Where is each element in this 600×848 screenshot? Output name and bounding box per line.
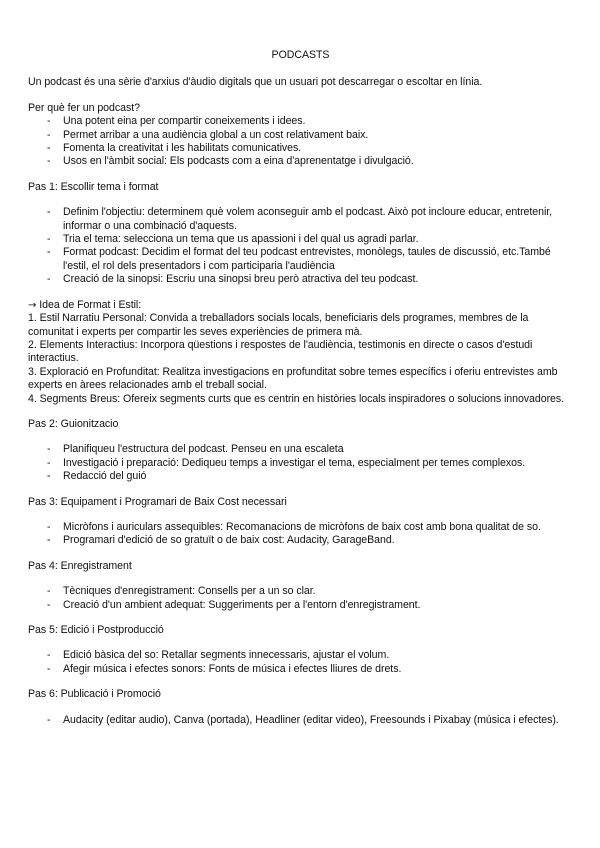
step6-heading: Pas 6: Publicació i Promoció [28, 688, 161, 701]
list-item: - Creació de la sinopsi: Escriu una sinopsi breu però atractiva del teu podcast. [28, 273, 573, 286]
step3-heading: Pas 3: Equipament i Programari de Baix Cost necessari [28, 495, 287, 508]
ideas-heading [28, 299, 573, 312]
step2-heading: Pas 2: Guionitzacio [28, 417, 119, 430]
idea-item: 1. Estil Narratiu Personal: Convida a treballadors socials locals, beneficiaris dels programes, membres de la comunitat i experts per compartir les seves experiències de primera mà. [28, 312, 529, 338]
arrow-right-icon: → [28, 299, 37, 311]
list-item: - Una potent eina per compartir coneixements i idees. [28, 115, 573, 128]
step3-list [28, 521, 573, 548]
step2-list [28, 443, 573, 483]
idea-item: 3. Exploració en Profunditat: Realitza investigacions en profunditat sobre temes específics i oferiu entrevistes amb experts en àrees relacionades amb el treball social. [28, 365, 558, 392]
list-item: - Redacció del guió [28, 470, 573, 483]
list-item: - Afegir música i efectes sonors: Fonts de música i efectes lliures de drets. [28, 663, 573, 676]
list-item: - Fomenta la creativitat i les habilitats comunicatives. [28, 142, 573, 155]
list-item: - Programari d'edició de so gratuït o de baix cost: Audacity, GarageBand. [28, 534, 573, 547]
list-item: - Tècniques d'enregistrament: Consells per a un so clar. [28, 585, 573, 598]
why-heading: Per què fer un podcast? [28, 101, 140, 114]
why-list [28, 115, 573, 169]
idea-item: 4. Segments Breus: Ofereix segments curts que es centrin en històries locals inspiradores o solucions innovadores. [28, 392, 565, 405]
list-item: - Usos en l'àmbit social: Els podcasts com a eina d'aprenentatge i divulgació. [28, 155, 573, 168]
step1-list [28, 206, 573, 286]
list-item: - Permet arribar a una audiència global a un cost relativament baix. [28, 129, 573, 142]
document-title: PODCASTS [271, 49, 330, 61]
list-item: - Audacity (editar audio), Canva (portada), Headliner (editar video), Freesounds i Pixabay (música i efectes). [28, 714, 573, 727]
ideas-heading-text: Idea de Format i Estil: [36, 298, 142, 311]
step5-heading: Pas 5: Edició i Postproducció [28, 624, 164, 636]
list-item: - Edició bàsica del so: Retallar segments innecessaris, ajustar el volum. [28, 649, 573, 662]
idea-item: 2. Elements Interactius: Incorpora qüestions i respostes de l'audiència, testimonis en directe o casos d'estudi interactius. [28, 338, 533, 365]
list-item: - Format podcast: Decidim el format del teu podcast entrevistes, monòlegs, taules de discussió, etc.També l'estil, el rol dels presentadors i com participaria l'audiència [28, 246, 573, 273]
list-item: - Creació d'un ambient adequat: Suggeriments per a l'entorn d'enregistrament. [28, 599, 573, 612]
list-item: - Investigació i preparació: Dediqueu temps a investigar el tema, especialment per temes complexos. [28, 457, 573, 470]
step4-list [28, 585, 573, 612]
list-item: - Planifiqueu l'estructura del podcast. Penseu en una escaleta [28, 443, 573, 456]
step1-heading: Pas 1: Escollir tema i format [28, 180, 159, 193]
step4-heading: Pas 4: Enregistrament [28, 559, 132, 572]
step6-list [28, 714, 573, 727]
step5-list [28, 649, 573, 676]
list-item: - Definim l'objectiu: determinem què volem aconseguir amb el podcast. Això pot incloure educar, entretenir, informar o una combinació d'aquests. [28, 206, 573, 233]
intro-paragraph: Un podcast és una sèrie d'arxius d'àudio digitals que un usuari pot descarregar o escoltar en línia. [28, 76, 483, 89]
list-item: - Tria el tema: selecciona un tema que us apassioni i del qual us agradi parlar. [28, 233, 573, 246]
list-item: - Micròfons i auriculars assequibles: Recomanacions de micròfons de baix cost amb bona qualitat de so. [28, 521, 573, 534]
